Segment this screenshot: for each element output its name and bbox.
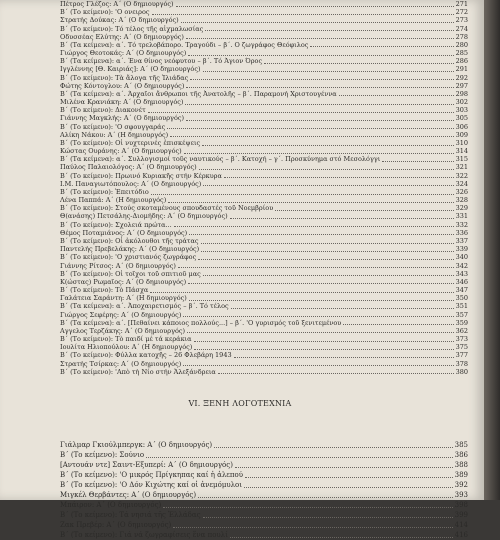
toc-entry bbox=[60, 286, 468, 294]
toc-entry-page: 357 bbox=[455, 310, 468, 319]
toc-entry bbox=[60, 25, 468, 33]
dot-leader bbox=[202, 145, 454, 146]
dot-leader bbox=[186, 87, 454, 88]
toc-entry-page: 280 bbox=[455, 40, 468, 49]
dot-leader bbox=[203, 275, 454, 276]
toc-entry bbox=[60, 450, 468, 460]
toc-entry-title: Πέτρος Γλέζος: Α΄ (Ο δημιουργός) bbox=[60, 0, 174, 8]
toc-entry-title: Ι.Μ. Παναγιωτόπουλος: Α΄ (Ο δημιουργός) bbox=[60, 179, 202, 188]
toc-entry-title: Μπάιρον: Α΄ (Ο δημιουργός) bbox=[60, 501, 162, 509]
toc-entry bbox=[60, 302, 468, 310]
dot-leader bbox=[230, 218, 454, 219]
toc-entry-title: Κ(ώστας) Ρωμαῖος: Α΄ (Ο δημιουργός) bbox=[60, 277, 187, 286]
toc-entry-page: 362 bbox=[455, 326, 468, 335]
toc-entry-page: 337 bbox=[455, 236, 468, 245]
dot-leader bbox=[194, 341, 454, 342]
dot-leader bbox=[203, 517, 453, 518]
toc-entry-page: 386 bbox=[454, 451, 468, 459]
toc-entry bbox=[60, 270, 468, 278]
dot-leader bbox=[168, 202, 454, 203]
toc-entry-title: Β΄ (Το κείμενο): Φύλλα κατοχῆς – 26 Φλεβάρη 1943 bbox=[60, 351, 232, 360]
toc-entry-page: 416 bbox=[454, 531, 468, 539]
toc-entry-title: Γιάννης Μαγκλής: Α΄ (Ο δημιουργός) bbox=[60, 114, 185, 123]
toc-entry-page: 273 bbox=[455, 16, 468, 25]
toc-entry-page: 343 bbox=[455, 269, 468, 278]
toc-entry bbox=[60, 360, 468, 368]
toc-entry-title: Αγγελος Τερζάκης: Α΄ (Ο δημιουργός) bbox=[60, 326, 186, 335]
toc-entry bbox=[60, 131, 468, 139]
dot-leader bbox=[205, 30, 454, 31]
toc-entry-title: Β΄ (Τα κείμενα): α΄. Άρχαῖοι ἄνθρωποι τῆς Ἀνατολῆς – β΄. Παραμονή Χριστουγέννα bbox=[60, 89, 337, 98]
dot-leader bbox=[187, 332, 454, 333]
dot-leader bbox=[264, 63, 454, 64]
toc-entry-title: Β΄ (Το κείμενο): Ἐπειτόδιο bbox=[60, 187, 149, 196]
toc-entry-title: Β΄ (Το κείμενο): Τό τέλος τῆς αἰχμαλωσίας bbox=[60, 24, 204, 33]
toc-entry-page: 380 bbox=[455, 367, 468, 376]
toc-entry-title: Β΄ (Το κείμενο): Τὸ παιδί μέ τά κεράκια bbox=[60, 335, 192, 344]
dot-leader bbox=[230, 537, 453, 538]
dot-leader bbox=[152, 14, 454, 15]
toc-entry-page: 328 bbox=[455, 196, 468, 205]
toc-entry-page: 326 bbox=[455, 187, 468, 196]
toc-entry-page: 321 bbox=[455, 163, 468, 172]
dot-leader bbox=[275, 210, 454, 211]
toc-entry-title: Β΄ (Το κείμενο): Σχολειά πρώτα... bbox=[60, 220, 172, 229]
dot-leader bbox=[245, 477, 453, 478]
dot-leader bbox=[176, 6, 454, 7]
dot-leader bbox=[174, 226, 454, 227]
toc-entry-page: 302 bbox=[455, 98, 468, 107]
toc-entry-title: [Αντουάν ντε] Σαιντ-Εξυπερί: Α΄ (Ο δημιουργός) bbox=[60, 461, 233, 469]
toc-entry-page: 398 bbox=[454, 501, 468, 509]
dot-leader bbox=[183, 365, 454, 366]
toc-entry-page: 393 bbox=[454, 491, 468, 499]
dot-leader bbox=[244, 487, 453, 488]
toc-entry-title: Β΄ (Το κείμενο): Τὰ ἄλογα τῆς Ἰλιάδας bbox=[60, 73, 189, 82]
toc-entry bbox=[60, 368, 468, 376]
toc-entry-page: 339 bbox=[455, 245, 468, 254]
dot-leader bbox=[151, 194, 454, 195]
toc-entry-title: Β΄ (Το κείμενο): 'Ο σφουγγαράς bbox=[60, 122, 166, 131]
toc-entry-page: 278 bbox=[455, 32, 468, 41]
toc-entry-title: Ιγγλέννης [Θ. Καιριάς]: Α΄ (Ο δημιουργός) bbox=[60, 65, 201, 74]
dot-leader bbox=[201, 243, 454, 244]
toc-entry bbox=[60, 98, 468, 106]
toc-entry bbox=[60, 480, 468, 490]
toc-entry-page: 324 bbox=[455, 179, 468, 188]
toc-entry bbox=[60, 229, 468, 237]
toc-entry bbox=[60, 49, 468, 57]
toc-entry-page: 414 bbox=[454, 521, 468, 529]
toc-entry bbox=[60, 74, 468, 82]
dot-leader bbox=[146, 457, 453, 458]
toc-entry-page: 347 bbox=[455, 286, 468, 295]
toc-entry-title: Β΄ (Τα κείμενα): α΄. [Πεθαίνει κάποιος πολλούς...] – β΄. 'Ο γυρισμός τοῦ ξενιτεμένου bbox=[60, 318, 342, 327]
dot-leader bbox=[163, 507, 453, 508]
toc-entry-title: Μιγκέλ Θερβάντες: Α΄ (Ο δημιουργός) bbox=[60, 491, 197, 499]
toc-entry-title: Β΄ (Τα κείμενα): α΄. Τό τρελοβάπορο. Τραγούδι – β΄. Ο ζωγράφος Θεόφιλος bbox=[60, 40, 309, 49]
toc-entry bbox=[60, 327, 468, 335]
toc-entry-title: Στρατής Τσίρκας: Α΄ (Ο δημιουργός) bbox=[60, 359, 182, 368]
dot-leader bbox=[184, 153, 454, 154]
toc-entry-title: Παύλος Παλαιολόγος: Α΄ (Ο δημιουργός) bbox=[60, 163, 197, 172]
toc-entry-page: 306 bbox=[455, 122, 468, 131]
toc-entry-title: Γαλάτεια Σαράντη: Α΄ (Η δημιουργός) bbox=[60, 294, 187, 303]
toc-entry bbox=[60, 237, 468, 245]
toc-entry-title: Κώστας Ουράνης: Α΄ (Ο δημιουργός) bbox=[60, 147, 182, 156]
toc-entry bbox=[60, 41, 468, 49]
dot-leader bbox=[198, 259, 454, 260]
toc-entry-page: 315 bbox=[455, 155, 468, 164]
dot-leader bbox=[178, 267, 454, 268]
toc-entry-title: Λένα Παππά: Α΄ (Η δημιουργός) bbox=[60, 196, 167, 205]
toc-entry-title: Β΄ (Το κείμενο): 'Απὸ τὴ Νίο στήν Ἀλεξάνδρεια bbox=[60, 367, 216, 376]
toc-entry-page: 350 bbox=[455, 294, 468, 303]
toc-entry-title: Β΄ (Τα κείμενα): α΄. Ένα θίνος νεόφυτου – β΄. Τό Άγιον Όρος bbox=[60, 57, 263, 66]
toc-entry bbox=[60, 221, 468, 229]
toc-entry bbox=[60, 520, 468, 530]
toc-entry bbox=[60, 172, 468, 180]
toc-entry-title: Β΄ (Το κείμενο): Οἱ νυχτερινές ἐπισκέψεις bbox=[60, 138, 201, 147]
dot-leader bbox=[310, 46, 454, 47]
toc-entry bbox=[60, 139, 468, 147]
toc-entry-page: 303 bbox=[455, 106, 468, 115]
dot-leader bbox=[224, 177, 454, 178]
dot-leader bbox=[185, 104, 454, 105]
toc-entry bbox=[60, 530, 468, 540]
toc-entry-page: 351 bbox=[455, 302, 468, 311]
toc-entry-page: 340 bbox=[455, 253, 468, 262]
toc-entry-title: Γιάλμαρ Γκιούλμπεργκ: Α΄ (Ο δημιουργός) bbox=[60, 441, 213, 449]
dot-leader bbox=[186, 38, 454, 39]
toc-entry-page: 272 bbox=[455, 8, 468, 17]
dot-leader bbox=[203, 185, 454, 186]
toc-entry-title: Β΄ (Το κείμενο): Οἱ τοῖχοι τοῦ σπιτιοῦ μας bbox=[60, 269, 201, 278]
dot-leader bbox=[183, 316, 454, 317]
toc-entry bbox=[60, 82, 468, 90]
toc-entry-page: 385 bbox=[454, 441, 468, 449]
toc-entry bbox=[60, 470, 468, 480]
toc-entry bbox=[60, 319, 468, 327]
toc-entry bbox=[60, 16, 468, 24]
toc-entry-title: Γιώργος Θεοτοκάς: Α΄ (Ο δημιουργός) bbox=[60, 49, 187, 58]
dot-leader bbox=[201, 251, 454, 252]
toc-entry-title: Γιώργος Σεφέρης: Α΄ (Ο δημιουργός) bbox=[60, 310, 182, 319]
toc-entry-title: Β΄ (Το κείμενο): Τά νησιά τῆς Ἑλλάδας bbox=[60, 511, 201, 519]
toc-entry-title: Β΄ (Το κείμενο): Τὸ Πάσχα bbox=[60, 286, 149, 295]
toc-entry-page: 389 bbox=[454, 471, 468, 479]
dot-leader bbox=[189, 234, 454, 235]
toc-entry bbox=[60, 0, 468, 8]
toc-entry-page: 305 bbox=[455, 114, 468, 123]
toc-entry bbox=[60, 123, 468, 131]
toc-entry-page: 346 bbox=[455, 277, 468, 286]
toc-entry-page: 329 bbox=[455, 204, 468, 213]
toc-entry bbox=[60, 163, 468, 171]
toc-entry-page: 373 bbox=[455, 335, 468, 344]
toc-entry bbox=[60, 114, 468, 122]
toc-entry-title: Β΄ (Το κείμενο): 'Ο μικρός Πρίγκηπας καί ἡ ἀλεπού bbox=[60, 471, 243, 479]
toc-entry-page: 314 bbox=[455, 147, 468, 156]
toc-entry bbox=[60, 460, 468, 470]
toc-entry bbox=[60, 188, 468, 196]
dot-leader bbox=[189, 300, 454, 301]
toc-entry-page: 297 bbox=[455, 81, 468, 90]
toc-entry-title: Θέμος Ποταμιάνος: Α΄ (Ο δημιουργός) bbox=[60, 228, 188, 237]
toc-entry-page: 336 bbox=[455, 228, 468, 237]
dot-leader bbox=[181, 22, 454, 23]
toc-entry bbox=[60, 65, 468, 73]
dot-leader bbox=[343, 324, 454, 325]
toc-entry-page: 274 bbox=[455, 24, 468, 33]
toc-entry bbox=[60, 212, 468, 220]
toc-entry-page: 292 bbox=[455, 73, 468, 82]
dot-leader bbox=[188, 283, 454, 284]
dot-leader bbox=[194, 349, 454, 350]
toc-entry-page: 388 bbox=[454, 461, 468, 469]
toc-entry-title: Β΄ (Το κείμενο): Πρωινό Κυριακῆς στήν Κέρκυρα bbox=[60, 171, 222, 180]
toc-entry bbox=[60, 253, 468, 261]
toc-entry-title: Στρατής Δούκας: Α΄ (Ο δημιουργός) bbox=[60, 16, 179, 25]
dot-leader bbox=[170, 136, 454, 137]
toc-entry-title: Μιλένα Κρανιάκη: Α΄ (Ο δημιουργός) bbox=[60, 98, 184, 107]
toc-entry-title: Παντελής Πρεβελάκης: Α΄ (Ο δημιουργός) bbox=[60, 245, 200, 254]
dot-leader bbox=[150, 292, 454, 293]
toc-entry-title: Β΄ (Το κείμενο): 'Ο χριστιανός ζωγράφος bbox=[60, 253, 197, 262]
toc-entry-title: Β΄ (Το κείμενο): 'Ο Δόν Κιχώτης καί οἱ ἀνεμόμυλοι bbox=[60, 481, 243, 489]
toc-entry-page: 378 bbox=[455, 359, 468, 368]
toc-section-foreign-literature bbox=[60, 440, 468, 540]
toc-entry-title: Β΄ (Το κείμενο): 'Ο ονειρος bbox=[60, 8, 150, 17]
dot-leader bbox=[235, 467, 453, 468]
toc-entry-title: Β΄ (Το κείμενο): Στούς σκοταμένους σπουδαστές τοῦ Νοεμβρίου bbox=[60, 204, 274, 213]
dot-leader bbox=[218, 373, 454, 374]
toc-entry-title: Β΄ (Το κείμενο): Γιά νά ζωγραφίσεις ἕνα πουλί bbox=[60, 531, 228, 539]
dot-leader bbox=[173, 527, 453, 528]
toc-entry bbox=[60, 351, 468, 359]
toc-entry-title: Θ(ανάσης) Πετσάλης-Διομήδης: Α΄ (Ο δημιουργός) bbox=[60, 212, 228, 221]
toc-entry-title: Φώτης Κόντογλου: Α΄ (Ο δημιουργός) bbox=[60, 81, 185, 90]
toc-entry bbox=[60, 335, 468, 343]
toc-entry bbox=[60, 500, 468, 510]
toc-entry bbox=[60, 440, 468, 450]
toc-entry bbox=[60, 33, 468, 41]
section-heading: VI. ΞΕΝΗ ΛΟΓΟΤΕΧΝΙΑ bbox=[188, 399, 292, 408]
dot-leader bbox=[231, 308, 454, 309]
dot-leader bbox=[214, 447, 453, 448]
toc-entry bbox=[60, 90, 468, 98]
toc-entry-page: 286 bbox=[455, 57, 468, 66]
toc-entry-title: Γιάννης Ρίτσος: Α΄ (Ο δημιουργός) bbox=[60, 261, 176, 270]
toc-entry-page: 342 bbox=[455, 261, 468, 270]
dot-leader bbox=[148, 112, 454, 113]
toc-entry bbox=[60, 311, 468, 319]
toc-section-literature bbox=[60, 0, 468, 376]
dot-leader bbox=[382, 161, 454, 162]
toc-entry-page: 399 bbox=[454, 511, 468, 519]
toc-entry-page: 322 bbox=[455, 171, 468, 180]
dot-leader bbox=[188, 55, 454, 56]
toc-entry bbox=[60, 490, 468, 500]
dot-leader bbox=[167, 128, 454, 129]
toc-entry-page: 331 bbox=[455, 212, 468, 221]
toc-entry-title: Β΄ (Τα κείμενα): α΄. Ἀποχαιρετισμός – β΄. Τό τέλος bbox=[60, 302, 229, 311]
toc-entry-title: Ιουλίτα Ηλιοπούλου: Α΄ (Η δημιουργός) bbox=[60, 343, 193, 352]
toc-entry-page: 298 bbox=[455, 89, 468, 98]
toc-entry-page: 309 bbox=[455, 130, 468, 139]
toc-entry-title: Ζακ Πρεβέρ: Α΄ (Ο δημιουργός) bbox=[60, 521, 172, 529]
toc-entry-page: 291 bbox=[455, 65, 468, 74]
dot-leader bbox=[203, 71, 454, 72]
dot-leader bbox=[339, 95, 454, 96]
toc-entry-page: 285 bbox=[455, 49, 468, 58]
toc-entry-title: Β΄ (Τα κείμενα): α΄. Συλλογισμοί τοῦς ναυτικούς – β΄. Κατοχή – γ΄. Προσκύνημα στό Μεσολόγγι bbox=[60, 155, 381, 164]
toc-entry-title: Β΄ (Το κείμενο): Διακονέτ bbox=[60, 106, 146, 115]
dot-leader bbox=[198, 497, 453, 498]
dot-leader bbox=[186, 120, 454, 121]
dot-leader bbox=[199, 169, 454, 170]
book-spine-shadow bbox=[484, 0, 500, 500]
toc-entry bbox=[60, 180, 468, 188]
toc-entry bbox=[60, 278, 468, 286]
toc-entry-title: Β΄ (Το κείμενο): Οἱ ἀκόλουθοι τῆς τράτας bbox=[60, 236, 199, 245]
toc-entry-page: 359 bbox=[455, 318, 468, 327]
toc-entry-title: Αλίκη Νάκου: Α΄ (Η δημιουργός) bbox=[60, 130, 169, 139]
toc-entry bbox=[60, 262, 468, 270]
toc-entry-page: 377 bbox=[455, 351, 468, 360]
toc-entry-page: 375 bbox=[455, 343, 468, 352]
toc-entry-page: 332 bbox=[455, 220, 468, 229]
toc-entry-title: Β΄ (Το κείμενο): Σούνιο bbox=[60, 451, 145, 459]
toc-entry-page: 310 bbox=[455, 138, 468, 147]
dot-leader bbox=[190, 79, 454, 80]
toc-entry-title: Οδυσσέας Ελύτης: Α΄ (Ο δημιουργός) bbox=[60, 32, 184, 41]
dot-leader bbox=[234, 357, 454, 358]
toc-entry bbox=[60, 510, 468, 520]
toc-entry-page: 271 bbox=[455, 0, 468, 8]
toc-entry-page: 392 bbox=[454, 481, 468, 489]
